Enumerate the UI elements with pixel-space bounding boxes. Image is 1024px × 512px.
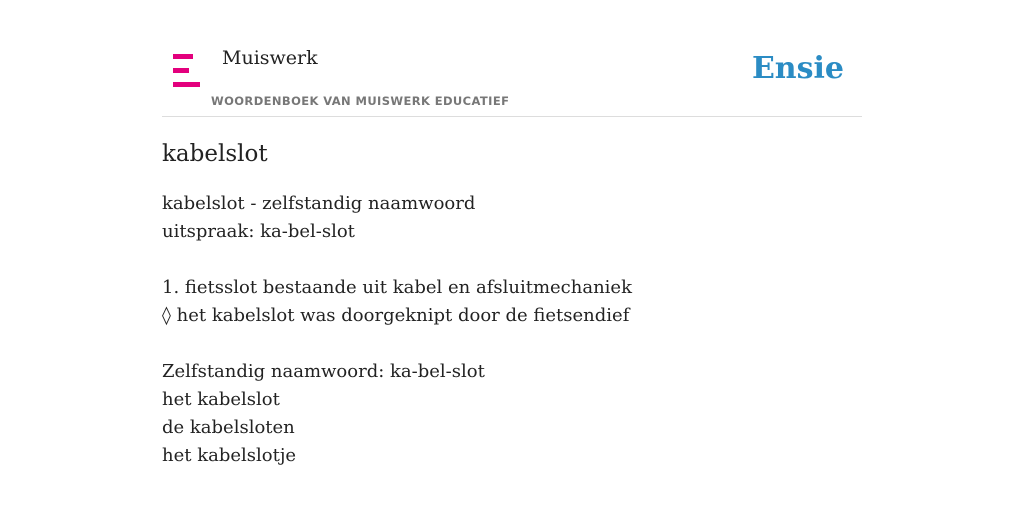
site-header [162, 0, 862, 117]
spacer [162, 330, 862, 358]
brand-tagline: WOORDENBOEK VAN MUISWERK EDUCATIEF [211, 94, 510, 108]
word-form: het kabelslot [162, 389, 280, 410]
logo-bar-top [173, 54, 193, 59]
brand-name[interactable]: Muiswerk [222, 47, 318, 69]
logo-bar-bottom [173, 82, 200, 87]
muiswerk-logo-icon[interactable] [173, 54, 200, 88]
entry-definition: 1. fietsslot bestaande uit kabel en afsluitmechaniek [162, 277, 632, 298]
grammar-heading: Zelfstandig naamwoord: ka-bel-slot [162, 361, 485, 382]
logo-bar-middle [173, 68, 189, 73]
ensie-logo[interactable]: Ensie [751, 51, 844, 86]
entry-example: ◊ het kabelslot was doorgeknipt door de fietsendief [162, 305, 630, 326]
entry-headline: kabelslot - zelfstandig naamwoord [162, 193, 476, 214]
entry-pronunciation: uitspraak: ka-bel-slot [162, 221, 355, 242]
entry-title: kabelslot [162, 141, 268, 167]
word-form: het kabelslotje [162, 445, 297, 466]
spacer [162, 246, 862, 274]
entry-content [162, 138, 862, 470]
word-form: de kabelsloten [162, 417, 295, 438]
